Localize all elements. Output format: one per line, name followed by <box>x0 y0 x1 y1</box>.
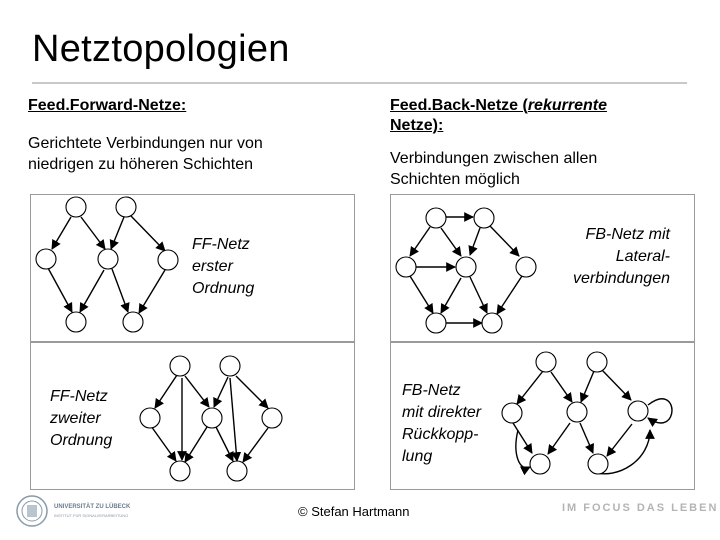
neuron-node <box>36 249 56 269</box>
edge <box>112 269 128 312</box>
feedback-heading-part-2: Netze): <box>390 117 444 134</box>
feedforward-desc-line-2: niedrigen zu höheren Schichten <box>28 156 254 173</box>
copyright-text: © Stefan Hartmann <box>298 504 410 519</box>
neuron-node <box>567 402 587 422</box>
neuron-node <box>396 257 416 277</box>
neuron-node <box>116 197 136 217</box>
edge <box>410 276 433 313</box>
edge <box>580 423 593 453</box>
ff-second-order-network <box>140 356 282 481</box>
neuron-node <box>220 356 240 376</box>
neuron-node <box>474 208 494 228</box>
neuron-node <box>170 461 190 481</box>
neuron-node <box>98 249 118 269</box>
edge <box>111 217 124 249</box>
neuron-node <box>588 454 608 474</box>
edge <box>52 217 71 249</box>
ff-first-order-network <box>36 197 178 332</box>
neuron-node <box>66 197 86 217</box>
edge <box>551 372 572 402</box>
edge <box>581 371 594 402</box>
neuron-node <box>482 313 502 333</box>
institute-name: INSTITUT FÜR SIGNALVERARBEITUNG <box>54 513 129 518</box>
edge <box>517 371 543 404</box>
neuron-node <box>587 352 607 372</box>
feedback-edge <box>516 430 530 468</box>
edge <box>48 268 72 312</box>
neuron-node <box>66 312 86 332</box>
fb-direct-network <box>502 352 672 474</box>
edge <box>470 228 480 255</box>
edge <box>139 270 165 313</box>
feedback-desc-line-1: Verbindungen zwischen allen <box>390 150 598 167</box>
edge <box>410 227 430 256</box>
neuron-node <box>530 454 550 474</box>
caption-fb1-line-1: FB-Netz mit <box>585 226 670 243</box>
caption-ff2-line-3: Ordnung <box>50 432 113 449</box>
edge <box>155 375 177 408</box>
neuron-node <box>536 352 556 372</box>
edge <box>216 427 233 461</box>
edge <box>548 423 570 454</box>
neuron-node <box>426 313 446 333</box>
caption-fb2-line-1: FB-Netz <box>402 382 461 399</box>
edge <box>81 217 105 249</box>
neuron-node <box>502 403 522 423</box>
neuron-node <box>170 356 190 376</box>
caption-ff1-line-3: Ordnung <box>192 280 255 297</box>
feedforward-heading: Feed.Forward-Netze: <box>28 97 187 114</box>
edge <box>441 228 461 256</box>
edge <box>490 226 519 256</box>
self-loop-edge <box>648 399 672 423</box>
caption-ff2-line-1: FF-Netz <box>50 388 108 405</box>
caption-fb2-line-2: mit direkter <box>402 404 482 421</box>
feedforward-desc-line-1: Gerichtete Verbindungen nur von <box>28 135 263 152</box>
neuron-node <box>227 461 247 481</box>
edge <box>214 377 228 407</box>
caption-ff2-line-2: zweiter <box>50 410 101 427</box>
neuron-node <box>516 257 536 277</box>
edge <box>243 428 268 462</box>
edge <box>470 277 487 313</box>
edge <box>497 276 522 314</box>
slogan-logo: IM FOCUS DAS LEBEN <box>562 502 719 514</box>
feedback-heading-italic: rekurrente <box>527 97 607 114</box>
caption-fb2-line-4: lung <box>402 448 433 465</box>
neuron-node <box>426 208 446 228</box>
neuron-node <box>158 250 178 270</box>
edge <box>151 426 176 461</box>
edge <box>185 427 207 462</box>
edge <box>185 376 209 407</box>
neuron-node <box>262 408 282 428</box>
caption-ff1-line-1: FF-Netz <box>192 236 250 253</box>
caption-fb2-line-3: Rückkopp- <box>402 426 479 443</box>
caption-ff1-line-2: erster <box>192 258 233 275</box>
edge <box>131 216 165 251</box>
edge <box>80 270 104 312</box>
edge <box>441 278 461 313</box>
neuron-node <box>456 257 476 277</box>
edge <box>236 376 268 408</box>
caption-fb1-line-2: Lateral- <box>615 248 670 265</box>
caption-fb1-line-3: verbindungen <box>573 270 670 287</box>
neuron-node <box>628 401 648 421</box>
neuron-node <box>123 312 143 332</box>
edge <box>602 370 631 400</box>
feedback-desc-line-2: Schichten möglich <box>390 171 520 188</box>
university-name: UNIVERSITÄT ZU LÜBECK <box>54 504 131 510</box>
slide-title: Netztopologien <box>32 28 290 70</box>
feedback-heading-part-1: Feed.Back-Netze ( <box>390 97 528 114</box>
university-logo <box>14 494 174 528</box>
edge <box>230 378 237 461</box>
neuron-node <box>140 408 160 428</box>
university-seal-icon <box>14 494 50 528</box>
neuron-node <box>202 408 222 428</box>
fb-lateral-network <box>396 208 536 333</box>
edge <box>607 424 632 456</box>
